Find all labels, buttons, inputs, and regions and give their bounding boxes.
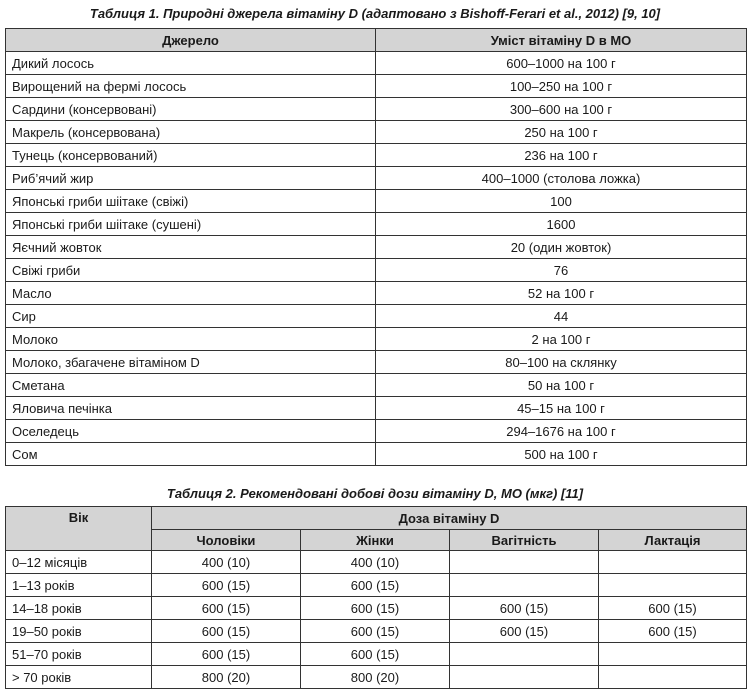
lactation-dose-cell: 600 (15): [599, 620, 747, 643]
vitamin-d-content-cell: 100–250 на 100 г: [376, 75, 747, 98]
table2-caption: Таблиця 2. Рекомендовані добові дози вітаміну D, МО (мкг) [11]: [166, 486, 584, 501]
vitamin-d-content-cell: 250 на 100 г: [376, 121, 747, 144]
table-row: [6, 420, 747, 443]
source-cell: Молоко: [6, 328, 376, 351]
source-column-header: Джерело: [6, 29, 376, 52]
source-cell: Макрель (консервована): [6, 121, 376, 144]
table-row: [6, 643, 747, 666]
pregnancy-dose-cell: [450, 666, 599, 689]
women-dose-cell: 600 (15): [301, 643, 450, 666]
pregnancy-dose-cell: 600 (15): [450, 597, 599, 620]
source-cell: Дикий лосось: [6, 52, 376, 75]
pregnancy-dose-cell: [450, 643, 599, 666]
table-row: [6, 620, 747, 643]
table-row: [6, 167, 747, 190]
vitamin-d-content-cell: 50 на 100 г: [376, 374, 747, 397]
vitamin-d-content-cell: 45–15 на 100 г: [376, 397, 747, 420]
vitamin-d-content-cell: 1600: [376, 213, 747, 236]
source-cell: Риб’ячий жир: [6, 167, 376, 190]
content-column-header: Уміст вітаміну D в МО: [376, 29, 747, 52]
source-cell: Японські гриби шіітаке (свіжі): [6, 190, 376, 213]
lactation-dose-cell: 600 (15): [599, 597, 747, 620]
vitamin-d-content-cell: 400–1000 (столова ложка): [376, 167, 747, 190]
source-cell: Масло: [6, 282, 376, 305]
lactation-dose-cell: [599, 574, 747, 597]
vitamin-d-content-cell: 236 на 100 г: [376, 144, 747, 167]
women-dose-cell: 800 (20): [301, 666, 450, 689]
age-cell: 0–12 місяців: [6, 551, 152, 574]
table2-header-row: [6, 507, 747, 530]
age-cell: > 70 років: [6, 666, 152, 689]
table-row: [6, 98, 747, 121]
vitamin-d-content-cell: 52 на 100 г: [376, 282, 747, 305]
table1-header-row: [6, 29, 747, 52]
table-row: [6, 374, 747, 397]
table-row: [6, 351, 747, 374]
women-dose-cell: 600 (15): [301, 597, 450, 620]
recommended-doses-table: [5, 506, 747, 689]
dose-group-header: Доза вітаміну D: [152, 507, 747, 530]
pregnancy-column-header: Вагітність: [450, 530, 599, 551]
vitamin-d-content-cell: 80–100 на склянку: [376, 351, 747, 374]
table-row: [6, 666, 747, 689]
table-row: [6, 597, 747, 620]
table-row: [6, 121, 747, 144]
table-row: [6, 259, 747, 282]
source-cell: Японські гриби шіітаке (сушені): [6, 213, 376, 236]
source-cell: Сметана: [6, 374, 376, 397]
men-dose-cell: 400 (10): [152, 551, 301, 574]
men-dose-cell: 600 (15): [152, 597, 301, 620]
age-column-header: Вік: [6, 507, 152, 551]
age-cell: 51–70 років: [6, 643, 152, 666]
table-row: [6, 190, 747, 213]
table-row: [6, 551, 747, 574]
vitamin-d-sources-table: [5, 28, 747, 466]
pregnancy-dose-cell: [450, 551, 599, 574]
source-cell: Тунець (консервований): [6, 144, 376, 167]
source-cell: Свіжі гриби: [6, 259, 376, 282]
table-row: [6, 397, 747, 420]
source-cell: Оселедець: [6, 420, 376, 443]
vitamin-d-content-cell: 20 (один жовток): [376, 236, 747, 259]
table-row: [6, 236, 747, 259]
vitamin-d-content-cell: 44: [376, 305, 747, 328]
source-cell: Вирощений на фермі лосось: [6, 75, 376, 98]
age-cell: 19–50 років: [6, 620, 152, 643]
source-cell: Сир: [6, 305, 376, 328]
women-column-header: Жінки: [301, 530, 450, 551]
table-row: [6, 282, 747, 305]
lactation-dose-cell: [599, 666, 747, 689]
vitamin-d-content-cell: 100: [376, 190, 747, 213]
lactation-dose-cell: [599, 643, 747, 666]
women-dose-cell: 600 (15): [301, 620, 450, 643]
men-dose-cell: 600 (15): [152, 574, 301, 597]
vitamin-d-content-cell: 76: [376, 259, 747, 282]
men-dose-cell: 600 (15): [152, 643, 301, 666]
vitamin-d-content-cell: 600–1000 на 100 г: [376, 52, 747, 75]
table-row: [6, 305, 747, 328]
table-row: [6, 328, 747, 351]
men-column-header: Чоловіки: [152, 530, 301, 551]
source-cell: Яловича печінка: [6, 397, 376, 420]
men-dose-cell: 800 (20): [152, 666, 301, 689]
lactation-column-header: Лактація: [599, 530, 747, 551]
table1-caption: Таблиця 1. Природні джерела вітаміну D (адаптовано з Bishoff-Ferari et al., 2012) [9, 10]: [89, 6, 661, 21]
table-row: [6, 75, 747, 98]
women-dose-cell: 400 (10): [301, 551, 450, 574]
men-dose-cell: 600 (15): [152, 620, 301, 643]
table-row: [6, 574, 747, 597]
pregnancy-dose-cell: [450, 574, 599, 597]
age-cell: 14–18 років: [6, 597, 152, 620]
source-cell: Яєчний жовток: [6, 236, 376, 259]
vitamin-d-content-cell: 500 на 100 г: [376, 443, 747, 466]
source-cell: Молоко, збагачене вітаміном D: [6, 351, 376, 374]
source-cell: Сардини (консервовані): [6, 98, 376, 121]
table-row: [6, 213, 747, 236]
table-row: [6, 144, 747, 167]
table-row: [6, 443, 747, 466]
lactation-dose-cell: [599, 551, 747, 574]
women-dose-cell: 600 (15): [301, 574, 450, 597]
table-row: [6, 52, 747, 75]
vitamin-d-content-cell: 300–600 на 100 г: [376, 98, 747, 121]
source-cell: Сом: [6, 443, 376, 466]
vitamin-d-content-cell: 2 на 100 г: [376, 328, 747, 351]
age-cell: 1–13 років: [6, 574, 152, 597]
vitamin-d-content-cell: 294–1676 на 100 г: [376, 420, 747, 443]
pregnancy-dose-cell: 600 (15): [450, 620, 599, 643]
